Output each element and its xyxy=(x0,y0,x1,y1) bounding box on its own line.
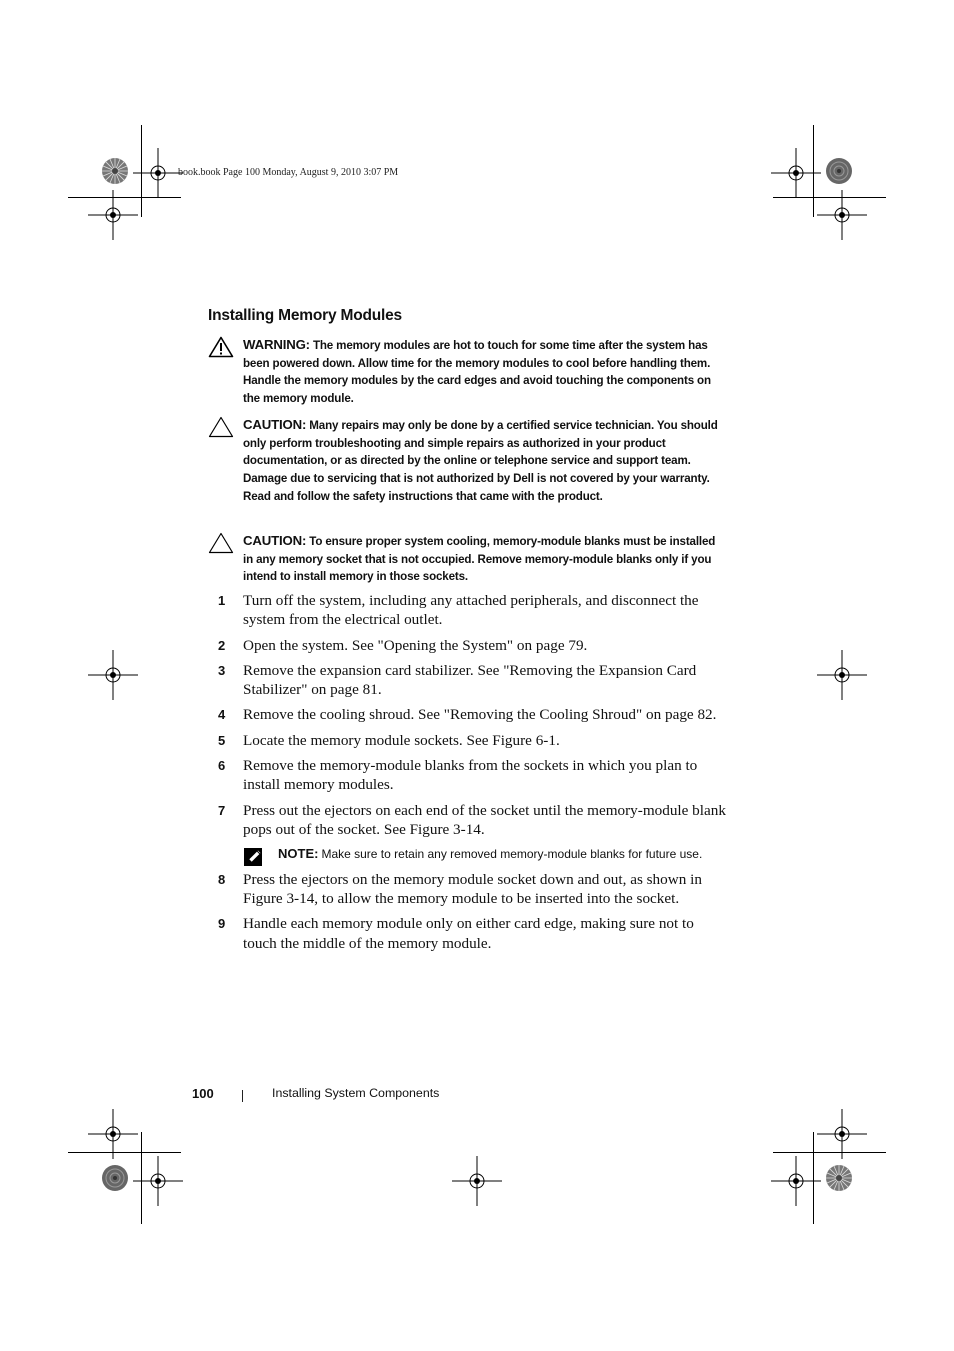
step-item xyxy=(218,705,728,724)
step-item xyxy=(218,731,728,750)
caution-text: To ensure proper system cooling, memory-module blanks must be installed in any memory socket that is not occupied. Remove memory-module blanks only if you intend to install memory in those sockets. xyxy=(243,535,716,584)
trim-line xyxy=(813,125,814,217)
step-text: Open the system. See "Opening the System" on page 79. xyxy=(243,636,588,654)
caution-label: CAUTION: xyxy=(243,417,307,432)
trim-line xyxy=(141,125,142,217)
step-text: Press out the ejectors on each end of the socket until the memory-module blank pops out of the socket. See Figure 3-14. xyxy=(243,801,726,838)
trim-line xyxy=(773,197,886,198)
caution-triangle-icon xyxy=(208,416,234,443)
step-item xyxy=(218,591,728,630)
step-number: 1 xyxy=(218,593,226,608)
note-text: Make sure to retain any removed memory-module blanks for future use. xyxy=(321,847,703,862)
step-number: 8 xyxy=(218,871,226,887)
step-text: Turn off the system, including any attached peripherals, and disconnect the system from the electrical outlet. xyxy=(243,592,699,629)
step-number: 2 xyxy=(218,637,226,653)
trim-line xyxy=(141,1132,142,1224)
note-callout xyxy=(243,845,728,864)
warning-label: WARNING: xyxy=(243,337,310,352)
crosshair-mark-icon xyxy=(817,650,867,700)
page-number: 100 xyxy=(192,1086,214,1101)
registration-disc-icon xyxy=(101,157,129,185)
registration-disc-icon xyxy=(101,1164,129,1192)
step-text: Locate the memory module sockets. See Figure 6-1. xyxy=(243,731,560,749)
note-label: NOTE: xyxy=(278,846,319,862)
step-item xyxy=(218,914,728,953)
caution-notice xyxy=(208,532,728,586)
step-item xyxy=(218,801,728,840)
page-footer xyxy=(192,1085,440,1103)
caution-label: CAUTION: xyxy=(243,533,307,548)
step-number: 5 xyxy=(218,732,226,748)
trim-line xyxy=(813,1132,814,1224)
step-text: Press the ejectors on the memory module socket down and out, as shown in Figure 3-14, to allow the memory module to be inserted into the socket. xyxy=(243,870,702,908)
step-text: Remove the expansion card stabilizer. See "Removing the Expansion Card Stabilizer" on page 81. xyxy=(243,661,697,699)
footer-section-title: Installing System Components xyxy=(272,1086,440,1100)
procedure-steps xyxy=(218,591,728,959)
trim-line xyxy=(773,1152,886,1153)
registration-disc-icon xyxy=(825,157,853,185)
step-text: Remove the memory-module blanks from the sockets in which you plan to install memory modules. xyxy=(243,757,698,794)
step-text: Remove the cooling shroud. See "Removing the Cooling Shroud" on page 82. xyxy=(243,706,717,724)
note-pencil-icon xyxy=(243,847,265,872)
step-item xyxy=(218,661,728,700)
crosshair-mark-icon xyxy=(88,650,138,700)
warning-triangle-icon xyxy=(208,336,234,363)
step-number: 4 xyxy=(218,707,226,723)
crosshair-mark-icon xyxy=(452,1156,502,1206)
caution-triangle-icon xyxy=(208,532,234,559)
step-text: Handle each memory module only on either card edge, making sure not to touch the middle of the memory module. xyxy=(243,915,694,952)
step-number: 6 xyxy=(218,758,226,774)
trim-line xyxy=(68,197,181,198)
caution-text: Many repairs may only be done by a certified service technician. You should only perform troubleshooting and simple repairs as authorized in your product documentation, or as directed by the online or telephone service and support team. Damage due to servicing that is not authorized by Dell is not covered by your warranty. Read and follow the safety instructions that came with the product. xyxy=(243,419,718,503)
print-header: book.book Page 100 Monday, August 9, 2010 3:07 PM xyxy=(178,167,399,178)
step-number: 9 xyxy=(218,916,226,932)
caution-notice xyxy=(208,416,728,506)
step-number: 3 xyxy=(218,662,226,678)
warning-notice xyxy=(208,336,728,408)
step-item xyxy=(218,756,728,795)
section-title: Installing Memory Modules xyxy=(208,307,402,324)
warning-text: The memory modules are hot to touch for some time after the system has been powered down. Allow time for the memory modules to cool before handling them. Handle the memory modules by the card edges and avoid touching the components on the memory module. xyxy=(243,339,711,406)
step-number: 7 xyxy=(218,802,226,818)
step-item xyxy=(218,636,728,655)
footer-separator xyxy=(242,1090,243,1102)
registration-disc-icon xyxy=(825,1164,853,1192)
trim-line xyxy=(68,1152,181,1153)
step-item xyxy=(218,870,728,909)
